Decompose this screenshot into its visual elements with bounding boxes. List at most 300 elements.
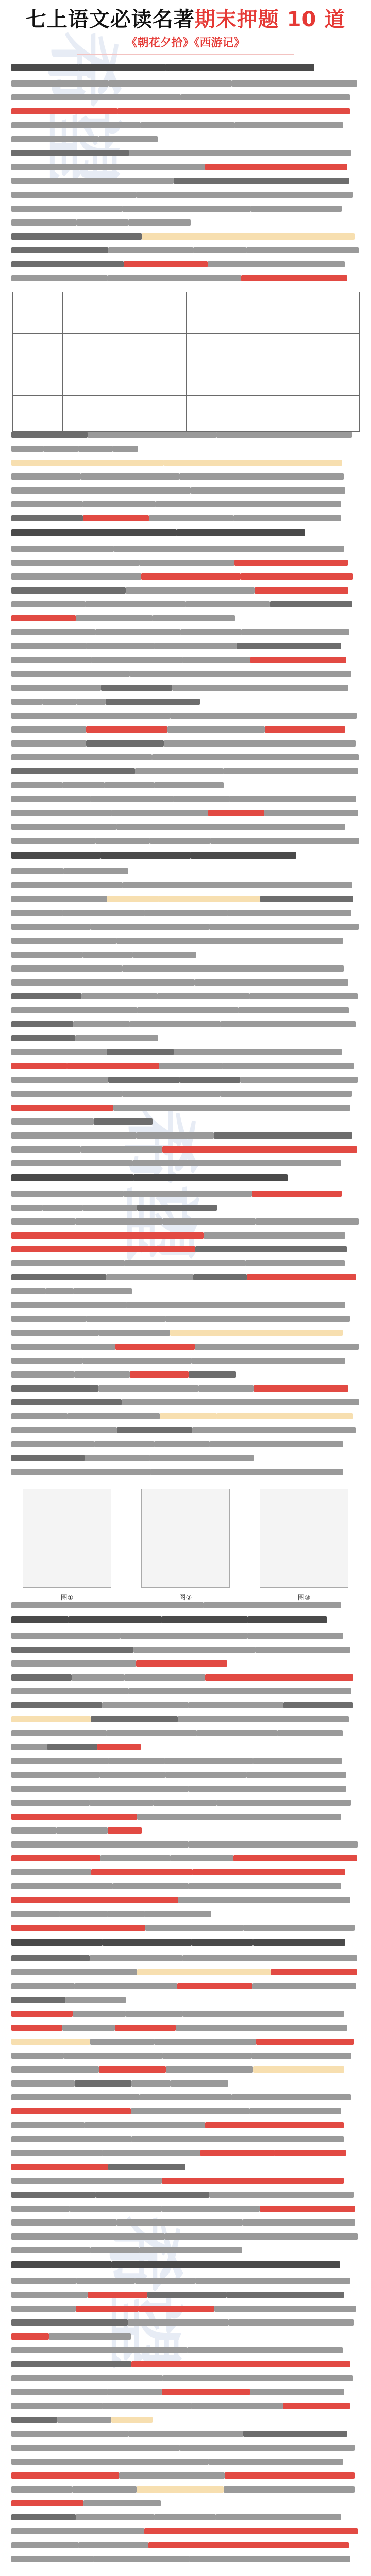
text-segment <box>11 136 98 142</box>
text-segment <box>160 1413 217 1419</box>
text-line <box>11 1869 360 1875</box>
text-segment <box>91 924 209 930</box>
text-segment <box>193 247 246 253</box>
text-line <box>11 838 360 844</box>
text-segment <box>243 2219 355 2226</box>
text-line <box>11 1674 360 1681</box>
text-segment <box>11 2150 102 2156</box>
text-segment <box>76 615 153 621</box>
text-segment <box>187 2347 343 2353</box>
text-segment <box>11 657 91 663</box>
text-segment <box>68 1413 160 1419</box>
text-segment <box>72 2486 137 2493</box>
text-segment <box>145 910 228 916</box>
text-segment <box>233 1855 357 1861</box>
text-segment <box>73 2011 126 2017</box>
text-segment <box>11 952 83 958</box>
text-segment <box>11 1191 124 1197</box>
question-heading <box>11 1939 360 1946</box>
text-segment <box>11 896 107 902</box>
text-segment <box>237 643 341 649</box>
text-segment <box>106 1274 193 1280</box>
text-segment <box>75 1035 158 1041</box>
text-segment <box>11 2542 79 2548</box>
text-segment <box>69 1616 162 1623</box>
text-segment <box>11 192 137 198</box>
text-segment <box>253 2066 344 2073</box>
text-segment <box>246 1772 346 1778</box>
question-heading <box>11 852 360 859</box>
text-segment <box>86 740 164 747</box>
text-segment <box>170 713 357 719</box>
text-line <box>11 501 360 507</box>
text-segment <box>178 1716 349 1722</box>
text-segment <box>11 164 205 170</box>
text-line <box>11 2233 360 2240</box>
text-segment <box>153 1800 217 1806</box>
text-line <box>11 1385 360 1392</box>
text-line <box>11 2319 360 2326</box>
text-segment <box>85 601 185 607</box>
text-segment <box>11 573 141 580</box>
text-segment <box>137 1132 214 1139</box>
text-segment <box>11 2122 85 2128</box>
text-line <box>11 924 360 930</box>
text-line <box>11 2278 360 2284</box>
text-segment <box>11 1969 137 1975</box>
text-segment <box>182 1955 357 1961</box>
text-line <box>11 573 360 580</box>
text-segment <box>209 2459 343 2465</box>
text-segment <box>120 1633 247 1639</box>
text-segment <box>131 2361 350 2367</box>
text-line <box>11 2542 360 2548</box>
watermark: 希望 <box>114 1108 205 1263</box>
text-segment <box>253 1939 345 1946</box>
text-segment <box>208 261 345 267</box>
text-segment <box>126 1302 345 1308</box>
text-line <box>11 2417 360 2423</box>
text-segment <box>246 247 359 253</box>
text-segment <box>11 1897 178 1903</box>
text-segment <box>11 1007 137 1013</box>
text-segment <box>11 1146 81 1153</box>
text-line <box>11 1883 360 1889</box>
text-line <box>11 1633 360 1639</box>
text-line <box>11 1035 360 1041</box>
text-segment <box>11 2108 131 2114</box>
text-segment <box>126 587 255 594</box>
text-segment <box>117 1427 192 1433</box>
text-line <box>11 1007 360 1013</box>
text-segment <box>11 1702 102 1708</box>
text-segment <box>81 993 157 999</box>
text-segment <box>74 1371 130 1378</box>
text-segment <box>82 1358 192 1364</box>
text-segment <box>11 2528 144 2534</box>
text-line <box>11 685 360 691</box>
text-line <box>11 2528 360 2534</box>
text-segment <box>105 782 154 788</box>
text-segment <box>81 473 179 480</box>
text-line <box>11 2292 360 2298</box>
text-segment <box>157 993 249 999</box>
text-segment <box>11 740 86 747</box>
text-segment <box>11 94 181 100</box>
text-line <box>11 1105 360 1111</box>
page-subtitle: 《朝花夕拾》《西游记》 <box>126 37 245 49</box>
text-segment <box>11 529 177 536</box>
text-line <box>11 796 360 802</box>
question-heading <box>11 1174 360 1181</box>
text-segment <box>189 1371 236 1378</box>
text-segment <box>11 446 43 452</box>
text-segment <box>149 515 233 521</box>
text-segment <box>11 1758 109 1764</box>
text-segment <box>11 1077 108 1083</box>
text-segment <box>264 810 358 816</box>
text-segment <box>11 1983 75 1989</box>
text-segment <box>108 1077 180 1083</box>
text-line <box>11 446 360 452</box>
text-segment <box>117 2219 243 2226</box>
text-segment <box>179 473 344 480</box>
text-segment <box>189 1702 283 1708</box>
text-line <box>11 868 360 874</box>
text-segment <box>165 1316 350 1322</box>
text-segment <box>176 2025 347 2031</box>
text-line <box>11 910 360 916</box>
text-segment <box>122 965 344 972</box>
text-segment <box>11 796 90 802</box>
text-segment <box>11 1385 98 1392</box>
text-segment <box>93 2556 189 2562</box>
text-segment <box>216 2514 341 2520</box>
text-line <box>11 1316 360 1322</box>
text-segment <box>11 64 79 71</box>
text-segment <box>122 1399 359 1405</box>
text-line <box>11 615 360 621</box>
text-segment <box>130 1021 221 1027</box>
layout-spacer <box>11 2570 360 2576</box>
text-segment <box>177 529 305 536</box>
text-segment <box>11 2514 76 2520</box>
text-segment <box>11 993 81 999</box>
text-segment <box>76 2306 139 2312</box>
text-segment <box>98 136 158 142</box>
text-line <box>11 1841 360 1848</box>
text-line <box>11 699 360 705</box>
text-segment <box>221 1021 356 1027</box>
text-segment <box>234 560 348 566</box>
text-segment <box>137 1969 271 1975</box>
text-segment <box>11 699 42 705</box>
text-segment <box>65 1997 126 2003</box>
text-line <box>11 1758 360 1764</box>
text-line <box>11 2150 360 2156</box>
text-segment <box>56 1827 108 1834</box>
text-segment <box>11 501 83 507</box>
text-segment <box>131 2108 249 2114</box>
text-line <box>11 754 360 760</box>
text-segment <box>11 1205 42 1211</box>
text-segment <box>11 726 86 733</box>
text-segment <box>11 515 83 521</box>
text-line <box>11 965 360 972</box>
text-segment <box>270 601 352 607</box>
text-segment <box>137 1007 238 1013</box>
text-segment <box>63 868 128 874</box>
text-segment <box>11 1883 113 1889</box>
text-segment <box>90 1800 153 1806</box>
text-segment <box>198 1385 254 1392</box>
text-line <box>11 726 360 733</box>
text-segment <box>57 2417 111 2423</box>
text-line <box>11 993 360 999</box>
text-line <box>11 1160 360 1166</box>
text-line <box>11 1358 360 1364</box>
text-line <box>11 1330 360 1336</box>
text-line <box>11 1647 360 1653</box>
text-segment <box>214 1132 352 1139</box>
text-segment <box>11 2500 83 2506</box>
text-segment <box>11 2375 163 2381</box>
text-line <box>11 1205 360 1211</box>
text-segment <box>109 80 232 87</box>
text-segment <box>70 2206 162 2212</box>
text-segment <box>90 796 173 802</box>
text-segment <box>77 219 128 226</box>
text-segment <box>11 2333 49 2340</box>
text-segment <box>200 2150 275 2156</box>
text-segment <box>46 1288 73 1294</box>
text-line <box>11 2025 360 2031</box>
text-segment <box>11 2306 76 2312</box>
text-segment <box>11 979 195 986</box>
text-line <box>11 261 360 267</box>
text-segment <box>11 2247 90 2253</box>
text-segment <box>96 2192 209 2198</box>
text-segment <box>11 965 122 972</box>
text-line <box>11 515 360 521</box>
text-segment <box>11 2233 165 2240</box>
text-segment <box>243 1925 355 1931</box>
text-line <box>11 1955 360 1961</box>
text-segment <box>88 2292 147 2298</box>
text-line <box>11 2011 360 2017</box>
text-segment <box>145 1911 211 1917</box>
text-line <box>11 1232 360 1239</box>
text-segment <box>223 768 358 774</box>
text-line <box>11 2094 360 2100</box>
text-segment <box>43 446 78 452</box>
text-segment <box>192 2403 283 2409</box>
text-segment <box>11 1035 75 1041</box>
text-line <box>11 2361 360 2367</box>
text-segment <box>180 2445 355 2451</box>
text-line <box>11 2333 360 2340</box>
text-segment <box>11 1358 82 1364</box>
text-segment <box>204 1602 341 1608</box>
text-segment <box>11 178 174 184</box>
text-segment <box>163 2375 353 2381</box>
text-line <box>11 1997 360 2003</box>
text-line <box>11 1925 360 1931</box>
text-segment <box>11 1647 133 1653</box>
text-segment <box>137 2486 224 2493</box>
text-segment <box>238 1007 349 1013</box>
text-segment <box>11 2417 57 2423</box>
text-segment <box>129 1688 351 1694</box>
question-heading <box>11 1616 360 1623</box>
text-line <box>11 657 360 663</box>
text-segment <box>111 2417 153 2423</box>
text-segment <box>131 2080 171 2087</box>
text-segment <box>222 1063 354 1069</box>
text-segment <box>139 560 234 566</box>
text-segment <box>233 515 341 521</box>
text-line <box>11 2136 360 2142</box>
text-segment <box>11 1827 56 1834</box>
text-line <box>11 1660 360 1667</box>
text-segment <box>90 2247 139 2253</box>
text-segment <box>252 1191 342 1197</box>
text-segment <box>185 601 270 607</box>
text-line <box>11 136 360 142</box>
text-segment <box>11 1316 86 1322</box>
text-line <box>11 2486 360 2493</box>
text-segment <box>209 2192 354 2198</box>
text-segment <box>130 1371 189 1378</box>
text-line <box>11 782 360 788</box>
text-segment <box>116 938 343 944</box>
text-segment <box>11 2219 117 2226</box>
text-segment <box>86 1316 165 1322</box>
text-segment <box>95 629 180 635</box>
text-segment <box>11 1772 99 1778</box>
text-segment <box>229 2319 354 2326</box>
text-segment <box>108 247 193 253</box>
text-segment <box>11 1730 107 1736</box>
text-segment <box>95 838 150 844</box>
text-segment <box>11 1660 136 1667</box>
text-segment <box>241 275 347 281</box>
text-segment <box>216 432 352 438</box>
text-segment <box>11 868 63 874</box>
text-segment <box>162 2389 250 2395</box>
text-line <box>11 2219 360 2226</box>
text-segment <box>162 2178 344 2184</box>
text-segment <box>11 2164 108 2170</box>
text-segment <box>99 1330 170 1336</box>
text-line <box>11 2206 360 2212</box>
text-segment <box>195 1246 347 1252</box>
text-segment <box>124 1191 252 1197</box>
text-segment <box>11 432 88 438</box>
text-segment <box>11 629 95 635</box>
text-segment <box>11 1716 91 1722</box>
text-segment <box>90 1955 182 1961</box>
text-segment <box>251 2053 351 2059</box>
text-segment <box>141 573 241 580</box>
text-segment <box>208 810 264 816</box>
text-segment <box>189 1841 358 1848</box>
text-segment <box>154 2039 256 2045</box>
text-segment <box>100 852 191 859</box>
text-line <box>11 1827 360 1834</box>
text-segment <box>76 2514 154 2520</box>
text-line <box>11 938 360 944</box>
text-segment <box>94 1118 153 1125</box>
text-segment <box>90 2039 154 2045</box>
text-line <box>11 2178 360 2184</box>
text-segment <box>271 1969 357 1975</box>
text-segment <box>76 2278 135 2284</box>
text-segment <box>11 852 100 859</box>
text-segment <box>142 233 355 240</box>
text-segment <box>192 1939 253 1946</box>
text-segment <box>11 2445 180 2451</box>
text-segment <box>171 2080 228 2087</box>
text-segment <box>73 1021 130 1027</box>
text-segment <box>11 1841 189 1848</box>
text-segment <box>132 1160 341 1166</box>
text-segment <box>253 1758 342 1764</box>
text-segment <box>249 993 358 999</box>
text-segment <box>11 2053 64 2059</box>
text-segment <box>11 1302 126 1308</box>
text-segment <box>11 1744 47 1750</box>
layout-spacer <box>11 289 360 432</box>
text-segment <box>107 896 158 902</box>
text-segment <box>177 1983 252 1989</box>
text-segment <box>108 1827 142 1834</box>
text-line <box>11 587 360 594</box>
text-line <box>11 952 360 958</box>
text-segment <box>209 924 359 930</box>
text-segment <box>11 2486 72 2493</box>
text-line <box>11 2389 360 2395</box>
text-segment <box>11 924 91 930</box>
text-segment <box>283 2403 350 2409</box>
page-title <box>0 3 371 32</box>
text-segment <box>197 1730 277 1736</box>
text-line <box>11 768 360 774</box>
text-line <box>11 896 360 902</box>
text-segment <box>224 2486 355 2493</box>
text-line <box>11 1274 360 1280</box>
text-segment <box>11 2178 162 2184</box>
text-segment <box>166 2066 253 2073</box>
text-segment <box>11 2347 187 2353</box>
text-segment <box>11 2080 75 2087</box>
text-segment <box>11 768 135 774</box>
figure-caption: 图③ <box>297 1594 311 1602</box>
text-segment <box>83 952 133 958</box>
text-segment <box>79 2542 148 2548</box>
text-segment <box>256 1218 359 1225</box>
text-segment <box>122 206 251 212</box>
text-segment <box>189 2556 350 2562</box>
text-segment <box>115 1344 195 1350</box>
text-segment <box>128 219 191 226</box>
text-segment <box>97 1744 141 1750</box>
text-segment <box>283 1702 353 1708</box>
text-segment <box>111 810 208 816</box>
text-segment <box>11 1371 74 1378</box>
text-segment <box>62 782 105 788</box>
text-segment <box>11 810 111 816</box>
